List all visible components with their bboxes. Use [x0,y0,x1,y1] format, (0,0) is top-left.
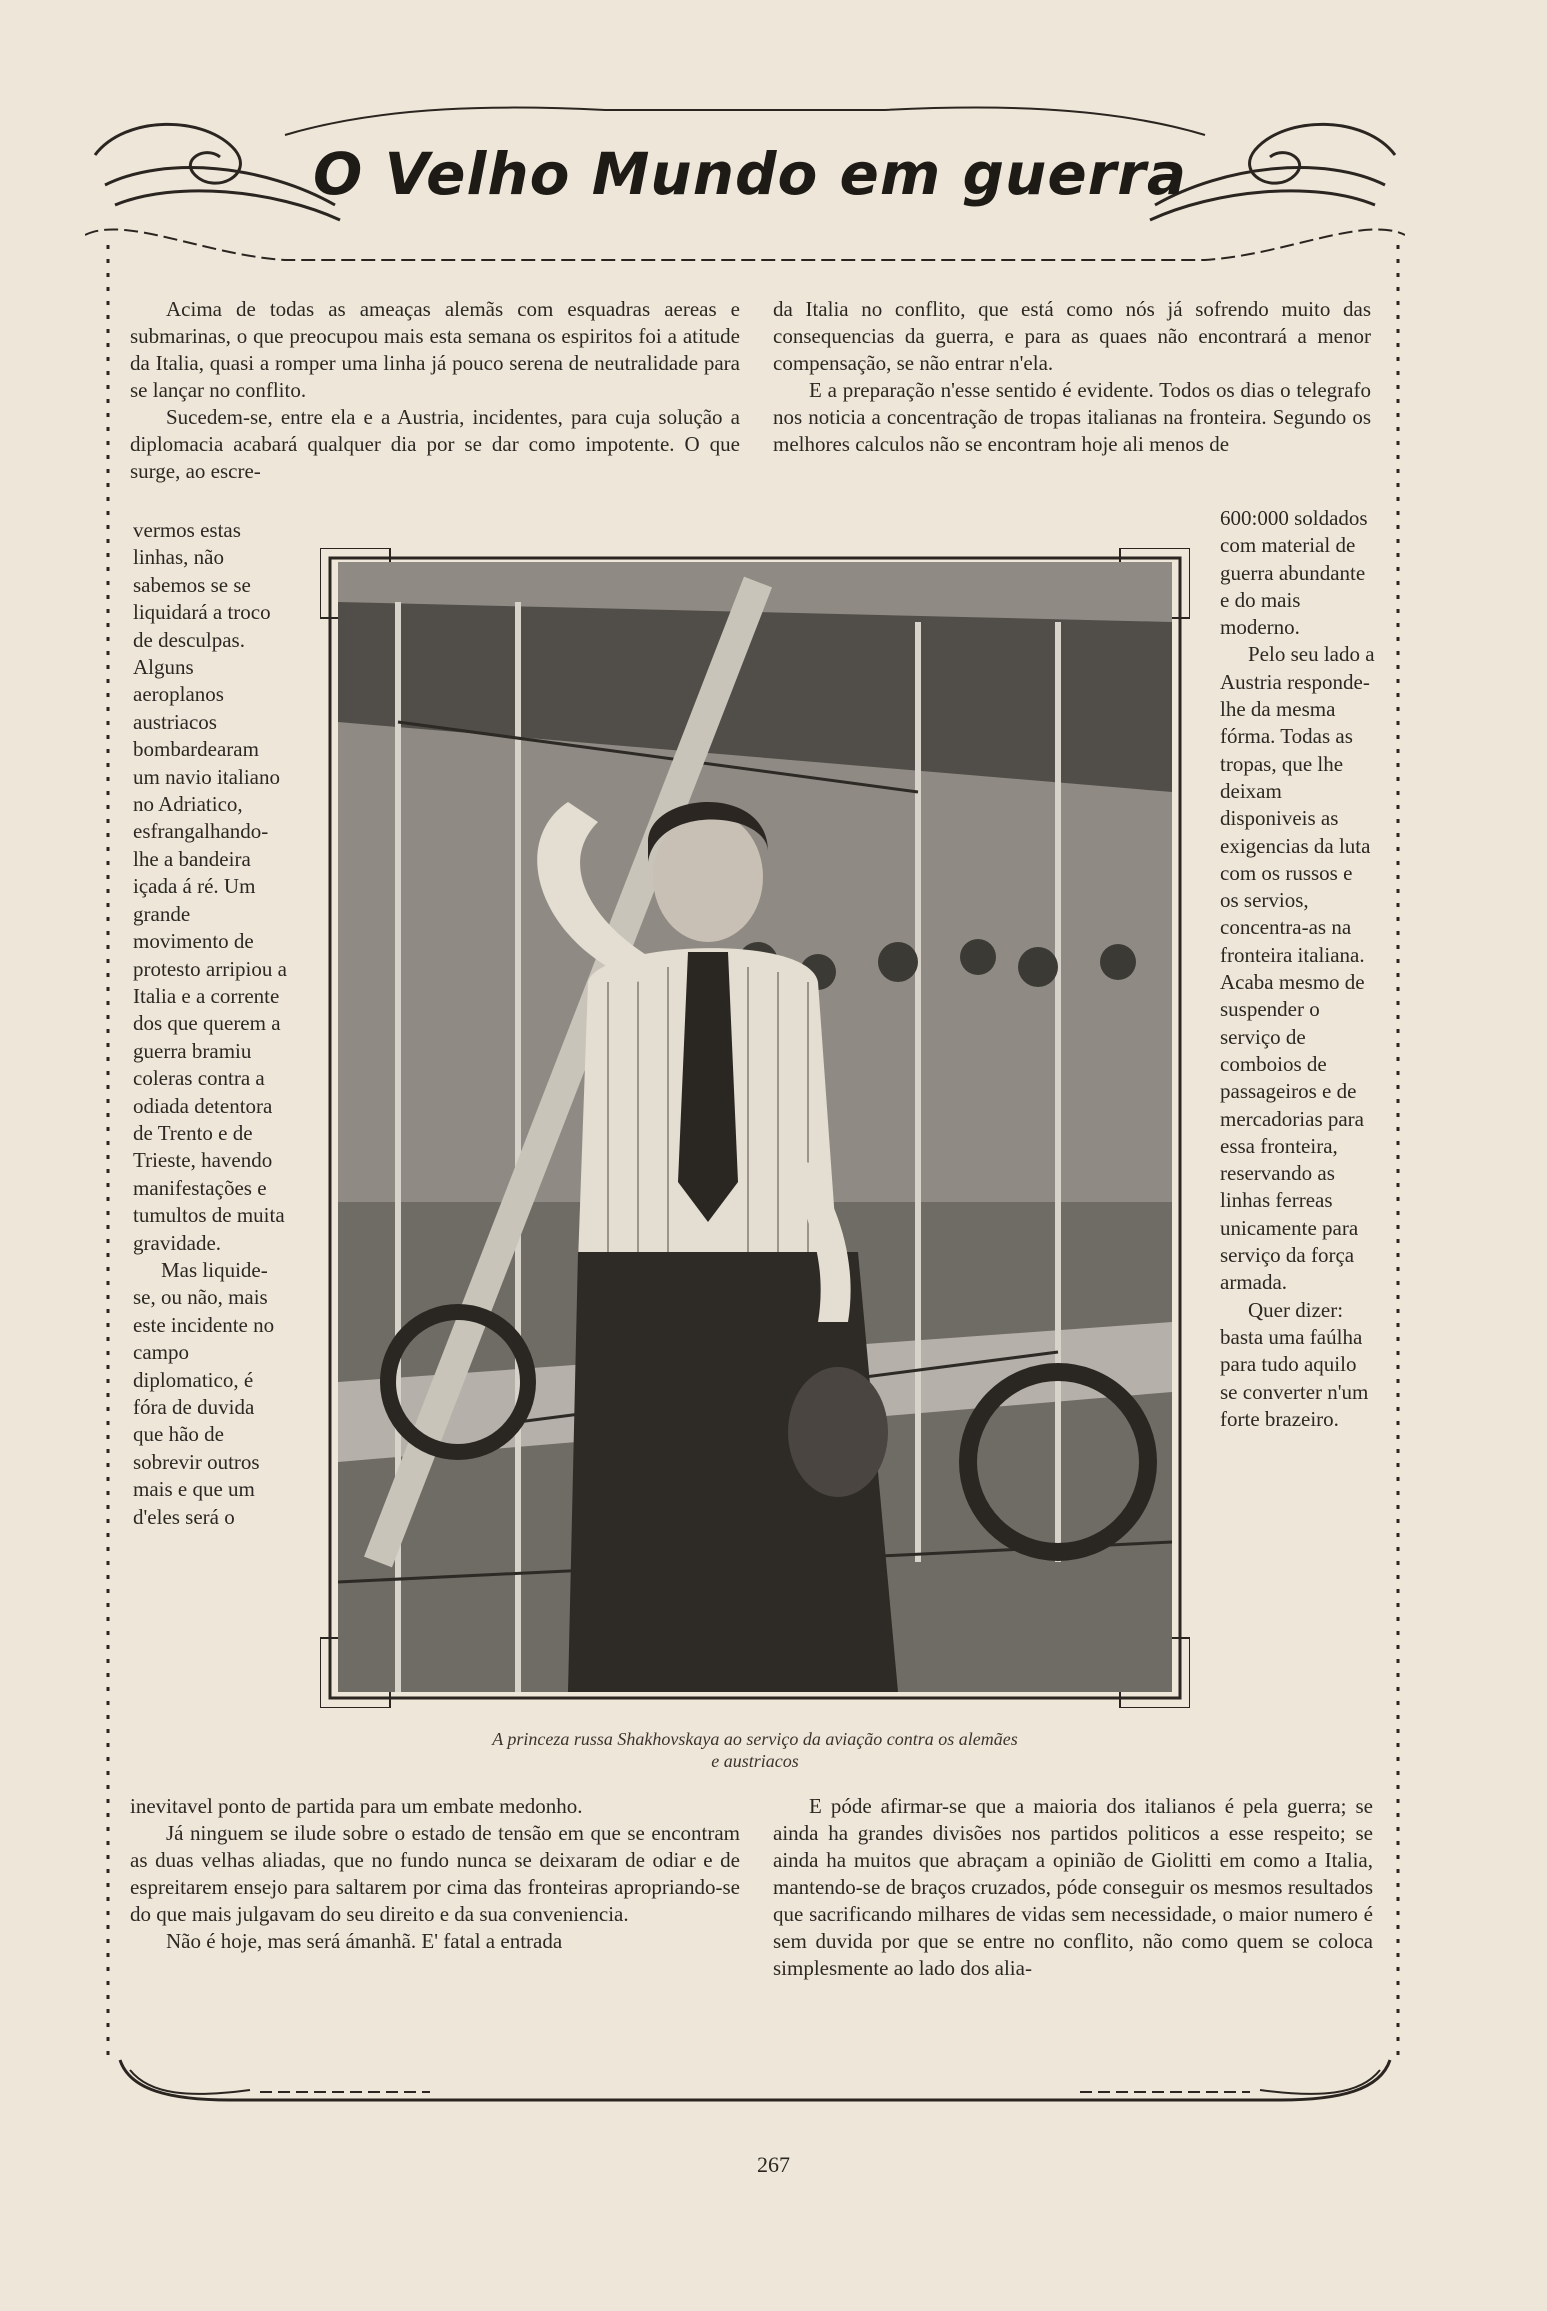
narrow-left-column [133,517,288,1531]
paragraph: vermos estas linhas, não sabemos se se liquidará a troco de desculpas. Alguns aeroplanos austriacos bombardearam um navio italiano no Adriatico, esfrangalhando-lhe a bandeira içada á ré. Um grande movimento de protesto arripiou a Italia e a corrente dos que querem a guerra bramiu coleras contra a odiada detentora de Trento e de Trieste, havendo manifestações e tumultos de muita gravidade. [133,518,287,1255]
photo-caption [340,1728,1170,1772]
paragraph: Acima de todas as ameaças alemãs com esquadras aereas e submarinas, o que preocupou mais esta semana os espiritos foi a atitude da Italia, quasi a romper uma linha já pouco serena de neutralidade para se lançar no conflito. [130,297,740,402]
paragraph: Já ninguem se ilude sobre o estado de tensão em que se encontram as duas velhas aliadas, que no fundo nunca se deixaram de odiar e de espreitarem ensejo para saltarem por cima das fronteiras apropriando-se do que mais julgavam do seu direito e da sua conveniencia. [130,1821,740,1926]
paragraph: Sucedem-se, entre ela e a Austria, incidentes, para cuja solução a diplomacia acabará qualquer dia por se dar como impotente. O que surge, ao escre- [130,405,740,483]
bottom-right-column [773,1793,1373,1982]
narrow-right-column [1220,505,1376,1433]
right-border [1393,245,1403,2055]
caption-line: e austriacos [711,1751,799,1771]
paragraph: da Italia no conflito, que está como nós já sofrendo muito das consequencias da guerra, e para as quaes não encontrará a menor compensação, se não entrar n'ela. [773,297,1371,375]
aviator-photo [338,562,1172,1692]
paragraph: inevitavel ponto de partida para um embate medonho. [130,1794,583,1818]
paragraph: Quer dizer: basta uma faúlha para tudo aquilo se converter n'um forte brazeiro. [1220,1297,1369,1431]
page-number: 267 [757,2152,790,2177]
bottom-left-column [130,1793,740,1955]
photo-illustration [338,562,1172,1692]
intro-left-column [130,296,740,485]
intro-right-column [773,296,1371,458]
paragraph: 600:000 soldados com material de guerra abundante e do mais moderno. [1220,506,1368,640]
paragraph: E a preparação n'esse sentido é evidente. Todos os dias o telegrafo nos noticia a concentração de tropas italianas na fronteira. Segundo os melhores calculos não se encontram hoje ali menos de [773,378,1371,456]
caption-line: A princeza russa Shakhovskaya ao serviço da aviação contra os alemães [492,1729,1018,1749]
page-title: O Velho Mundo em guerra [312,140,1188,208]
paragraph: E póde afirmar-se que a maioria dos italianos é pela guerra; se ainda ha grandes divisões nos partidos politicos a esse respeito; se ainda ha muitos que abraçam a opinião de Giolitti em como a Italia, mantendo-se de braços cruzados, póde conseguir os mesmos resultados que sacrificando milhares de vidas sem necessidade, o maior numero é sem duvida por que se entre no conflito, não como quem se coloca simplesmente ao lado dos alia- [773,1794,1373,1980]
paragraph: Pelo seu lado a Austria responde-lhe da mesma fórma. Todas as tropas, que lhe deixam disponiveis as exigencias da luta com os russos e os servios, concentra-as na fronteira italiana. Acaba mesmo de suspender o serviço de comboios de passageiros e de mercadorias para essa fronteira, reservando as linhas ferreas unicamente para serviço da força armada. [1220,642,1375,1295]
paragraph: Mas liquide-se, ou não, mais este incidente no campo diplomatico, é fóra de duvida que hão de sobrevir outros mais e que um d'eles será o [133,1257,275,1529]
left-border [103,245,113,2055]
footer-ornament [110,2050,1400,2110]
paragraph: Não é hoje, mas será ámanhã. E' fatal a entrada [166,1929,563,1953]
